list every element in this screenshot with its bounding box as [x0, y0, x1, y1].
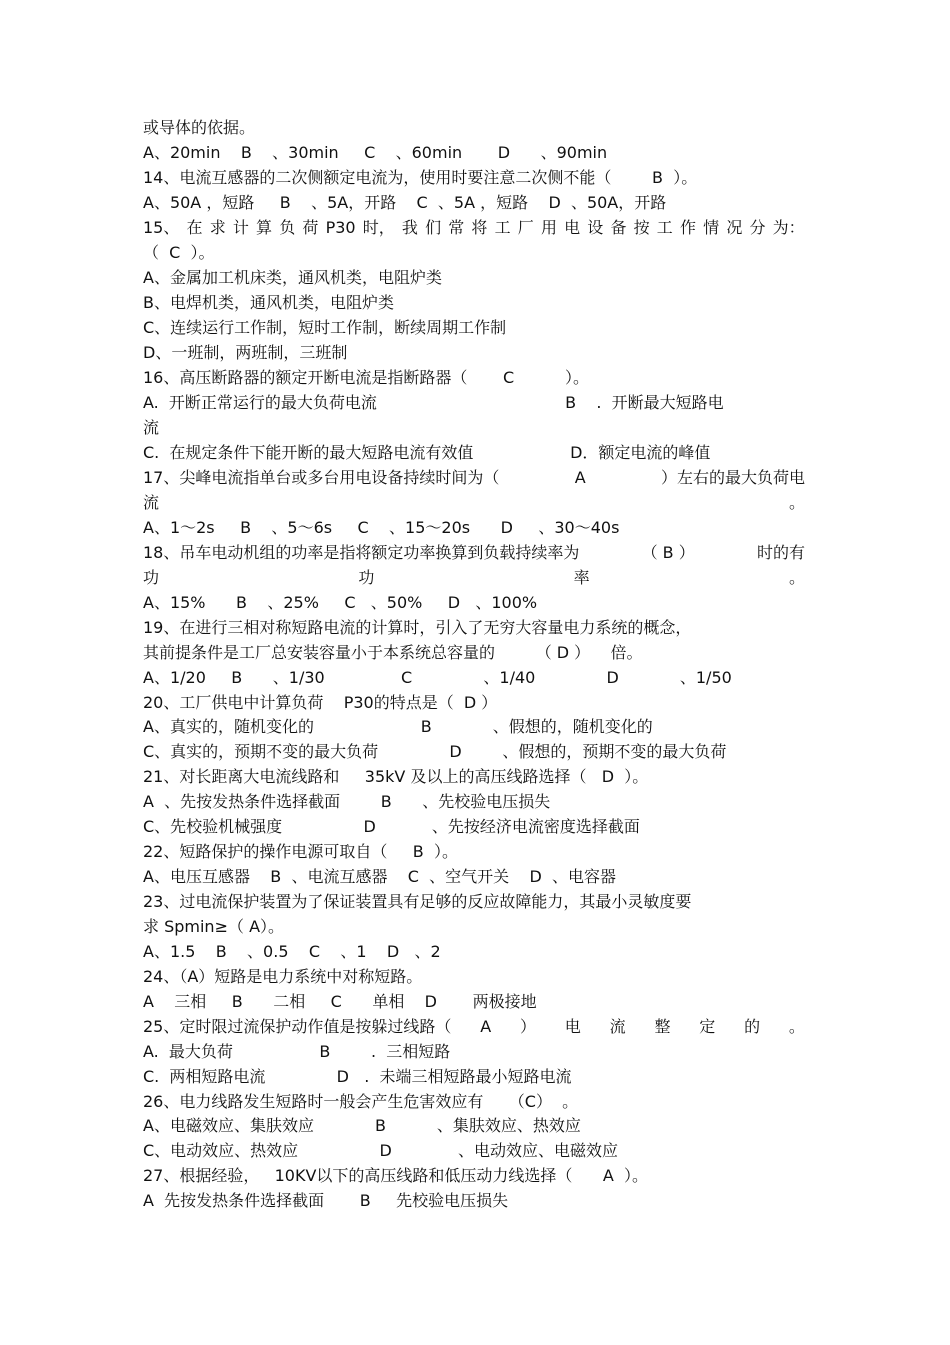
question-15: 15、 在 求 计 算 负 荷 P30 时， 我 们 常 将 工 厂 用 电 设 备 按 工 作 情 况 分 为：	[143, 218, 805, 237]
question-21: 21、对长距离大电流线路和 35kV 及以上的高压线路选择（ D ）。	[143, 767, 649, 786]
q15-option-d: D、一班制，两班制，三班制	[143, 343, 348, 362]
question-23: 23、过电流保护装置为了保证装置具有足够的反应故障能力，其最小灵敏度要	[143, 892, 692, 911]
q19-options: A、1/20 B 、1/30 C 、1/40 D 、1/50	[143, 668, 732, 687]
q25-options-cd: C. 两相短路电流 D . 未端三相短路最小短路电流	[143, 1067, 572, 1086]
question-16: 16、高压断路器的额定开断电流是指断路器（ C ）。	[143, 368, 589, 387]
q16-options-ab: A. 开断正常运行的最大负荷电流 B . 开断最大短路电	[143, 393, 724, 412]
q15-option-c: C、连续运行工作制，短时工作制，断续周期工作制	[143, 318, 507, 337]
q25-options-ab: A. 最大负荷 B . 三相短路	[143, 1042, 451, 1061]
q26-options-cd: C、电动效应、热效应 D 、电动效应、电磁效应	[143, 1141, 618, 1160]
q18-options: A、15% B 、25% C 、50% D 、100%	[143, 593, 538, 612]
q14-options: A、50A ，短路 B 、5A，开路 C 、5A ，短路 D 、50A，开路	[143, 193, 667, 212]
question-24: 24、（A）短路是电力系统中对称短路。	[143, 967, 423, 986]
q13-options: A、20min B 、30min C 、60min D 、90min	[143, 143, 608, 162]
question-25: 25、定时限过流保护动作值是按躲过线路（ A ） 电 流 整 定 的 。	[143, 1017, 805, 1036]
q27-options-ab: A 先按发热条件选择截面 B 先校验电压损失	[143, 1191, 509, 1210]
question-17-cont: 流 。	[143, 493, 805, 512]
q26-options-ab: A、电磁效应、集肤效应 B 、集肤效应、热效应	[143, 1116, 581, 1135]
q24-options: A 三相 B 二相 C 单相 D 两极接地	[143, 992, 537, 1011]
q16-options-cd: C. 在规定条件下能开断的最大短路电流有效值 D．额定电流的峰值	[143, 443, 711, 462]
q23-options: A、1.5 B 、0.5 C 、1 D 、2	[143, 942, 441, 961]
question-19: 19、在进行三相对称短路电流的计算时，引入了无穷大容量电力系统的概念，	[143, 618, 692, 637]
q16-options-ab-cont: 流	[143, 418, 160, 437]
question-17: 17、尖峰电流指单台或多台用电设备持续时间为（ A ）左右的最大负荷电	[143, 468, 805, 487]
q21-options-ab: A 、先按发热条件选择截面 B 、先校验电压损失	[143, 792, 551, 811]
question-18-cont: 功 功 率 。	[143, 568, 805, 587]
question-18: 18、吊车电动机组的功率是指将额定功率换算到负载持续率为 （ B ） 时的有	[143, 543, 805, 562]
question-22: 22、短路保护的操作电源可取自（ B ）。	[143, 842, 458, 861]
q15-option-a: A、金属加工机床类，通风机类，电阻炉类	[143, 268, 442, 287]
q20-options-ab: A、真实的，随机变化的 B 、假想的，随机变化的	[143, 717, 653, 736]
q17-options: A、1～2s B 、5～6s C 、15～20s D 、30～40s	[143, 518, 620, 537]
q20-options-cd: C、真实的，预期不变的最大负荷 D 、假想的，预期不变的最大负荷	[143, 742, 727, 761]
text-line: 或导体的依据。	[143, 118, 256, 137]
question-26: 26、电力线路发生短路时一般会产生危害效应有 （C） 。	[143, 1092, 579, 1111]
q22-options: A、电压互感器 B 、电流互感器 C 、空气开关 D 、电容器	[143, 867, 616, 886]
q21-options-cd: C、先校验机械强度 D 、先按经济电流密度选择截面	[143, 817, 640, 836]
question-14: 14、电流互感器的二次侧额定电流为，使用时要注意二次侧不能（ B ）。	[143, 168, 698, 187]
q15-answer: （ C ）。	[143, 243, 215, 262]
question-27: 27、根据经验， 10KV以下的高压线路和低压动力线选择（ A ）。	[143, 1166, 649, 1185]
question-20: 20、工厂供电中计算负荷 P30的特点是（ D ）	[143, 693, 498, 712]
q15-option-b: B、电焊机类，通风机类，电阻炉类	[143, 293, 394, 312]
question-23-cont: 求 Spmin≥（ A）。	[143, 917, 285, 936]
question-19-cont: 其前提条件是工厂总安装容量小于本系统总容量的 （ D ） 倍。	[143, 643, 643, 662]
